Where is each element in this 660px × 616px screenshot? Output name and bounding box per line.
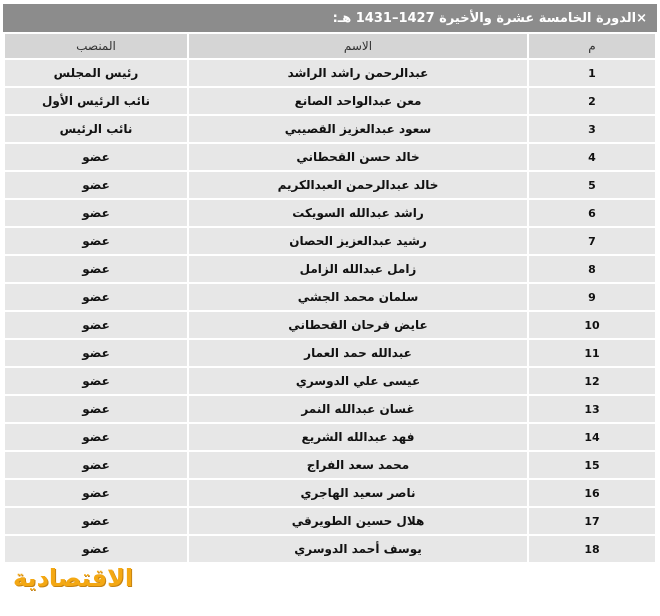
member-name: ناصر سعيد الهاجري xyxy=(188,479,528,507)
member-position: نائب الرئيس الأول xyxy=(4,87,188,115)
member-name: محمد سعد الفراج xyxy=(188,451,528,479)
table-row xyxy=(4,199,656,227)
member-position: عضو xyxy=(4,395,188,423)
row-number: 11 xyxy=(528,339,656,367)
member-position: عضو xyxy=(4,507,188,535)
table-row xyxy=(4,59,656,87)
table-row xyxy=(4,395,656,423)
member-name: عبدالرحمن راشد الراشد xyxy=(188,59,528,87)
member-name: هلال حسين الطويرقي xyxy=(188,507,528,535)
publisher-logo: الاقتصادية xyxy=(13,564,134,592)
member-position: عضو xyxy=(4,199,188,227)
table-row xyxy=(4,255,656,283)
member-position: عضو xyxy=(4,311,188,339)
member-name: خالد عبدالرحمن العبدالكريم xyxy=(188,171,528,199)
row-number: 8 xyxy=(528,255,656,283)
header-name: الاسم xyxy=(188,33,528,59)
row-number: 3 xyxy=(528,115,656,143)
member-position: نائب الرئيس xyxy=(4,115,188,143)
table-row xyxy=(4,423,656,451)
table-row xyxy=(4,535,656,563)
row-number: 13 xyxy=(528,395,656,423)
table-row xyxy=(4,283,656,311)
member-position: عضو xyxy=(4,451,188,479)
table-row xyxy=(4,311,656,339)
table-row xyxy=(4,339,656,367)
row-number: 4 xyxy=(528,143,656,171)
row-number: 12 xyxy=(528,367,656,395)
table-title xyxy=(3,4,657,32)
member-position: عضو xyxy=(4,367,188,395)
row-number: 18 xyxy=(528,535,656,563)
row-number: 15 xyxy=(528,451,656,479)
members-table xyxy=(3,32,657,564)
member-name: عبدالله حمد العمار xyxy=(188,339,528,367)
row-number: 10 xyxy=(528,311,656,339)
member-name: رشيد عبدالعزيز الحصان xyxy=(188,227,528,255)
header-position: المنصب xyxy=(4,33,188,59)
member-name: عيسى علي الدوسري xyxy=(188,367,528,395)
table-row xyxy=(4,479,656,507)
header-num: م xyxy=(528,33,656,59)
member-position: عضو xyxy=(4,143,188,171)
row-number: 9 xyxy=(528,283,656,311)
member-name: غسان عبدالله النمر xyxy=(188,395,528,423)
table-row xyxy=(4,507,656,535)
table-title-text: ×الدورة الخامسة عشرة والأخيرة 1427–1431 هـ: xyxy=(332,10,647,26)
member-name: زامل عبدالله الزامل xyxy=(188,255,528,283)
member-name: سعود عبدالعزيز القصيبي xyxy=(188,115,528,143)
member-name: راشد عبدالله السويكت xyxy=(188,199,528,227)
table-container xyxy=(3,4,657,592)
table-row xyxy=(4,143,656,171)
header-row xyxy=(4,33,656,59)
table-row xyxy=(4,115,656,143)
row-number: 7 xyxy=(528,227,656,255)
member-position: عضو xyxy=(4,339,188,367)
member-position: عضو xyxy=(4,255,188,283)
table-row xyxy=(4,451,656,479)
member-position: عضو xyxy=(4,423,188,451)
table-row xyxy=(4,171,656,199)
member-name: فهد عبدالله الشريع xyxy=(188,423,528,451)
member-name: يوسف أحمد الدوسري xyxy=(188,535,528,563)
row-number: 14 xyxy=(528,423,656,451)
member-position: عضو xyxy=(4,283,188,311)
row-number: 6 xyxy=(528,199,656,227)
member-position: عضو xyxy=(4,227,188,255)
row-number: 1 xyxy=(528,59,656,87)
member-name: سلمان محمد الجشي xyxy=(188,283,528,311)
member-position: عضو xyxy=(4,479,188,507)
member-position: عضو xyxy=(4,535,188,563)
row-number: 5 xyxy=(528,171,656,199)
row-number: 16 xyxy=(528,479,656,507)
row-number: 2 xyxy=(528,87,656,115)
table-row xyxy=(4,87,656,115)
member-position: رئيس المجلس xyxy=(4,59,188,87)
table-row xyxy=(4,227,656,255)
member-name: خالد حسن القحطاني xyxy=(188,143,528,171)
row-number: 17 xyxy=(528,507,656,535)
member-name: عايض فرحان القحطاني xyxy=(188,311,528,339)
member-position: عضو xyxy=(4,171,188,199)
member-name: معن عبدالواحد الصانع xyxy=(188,87,528,115)
table-row xyxy=(4,367,656,395)
